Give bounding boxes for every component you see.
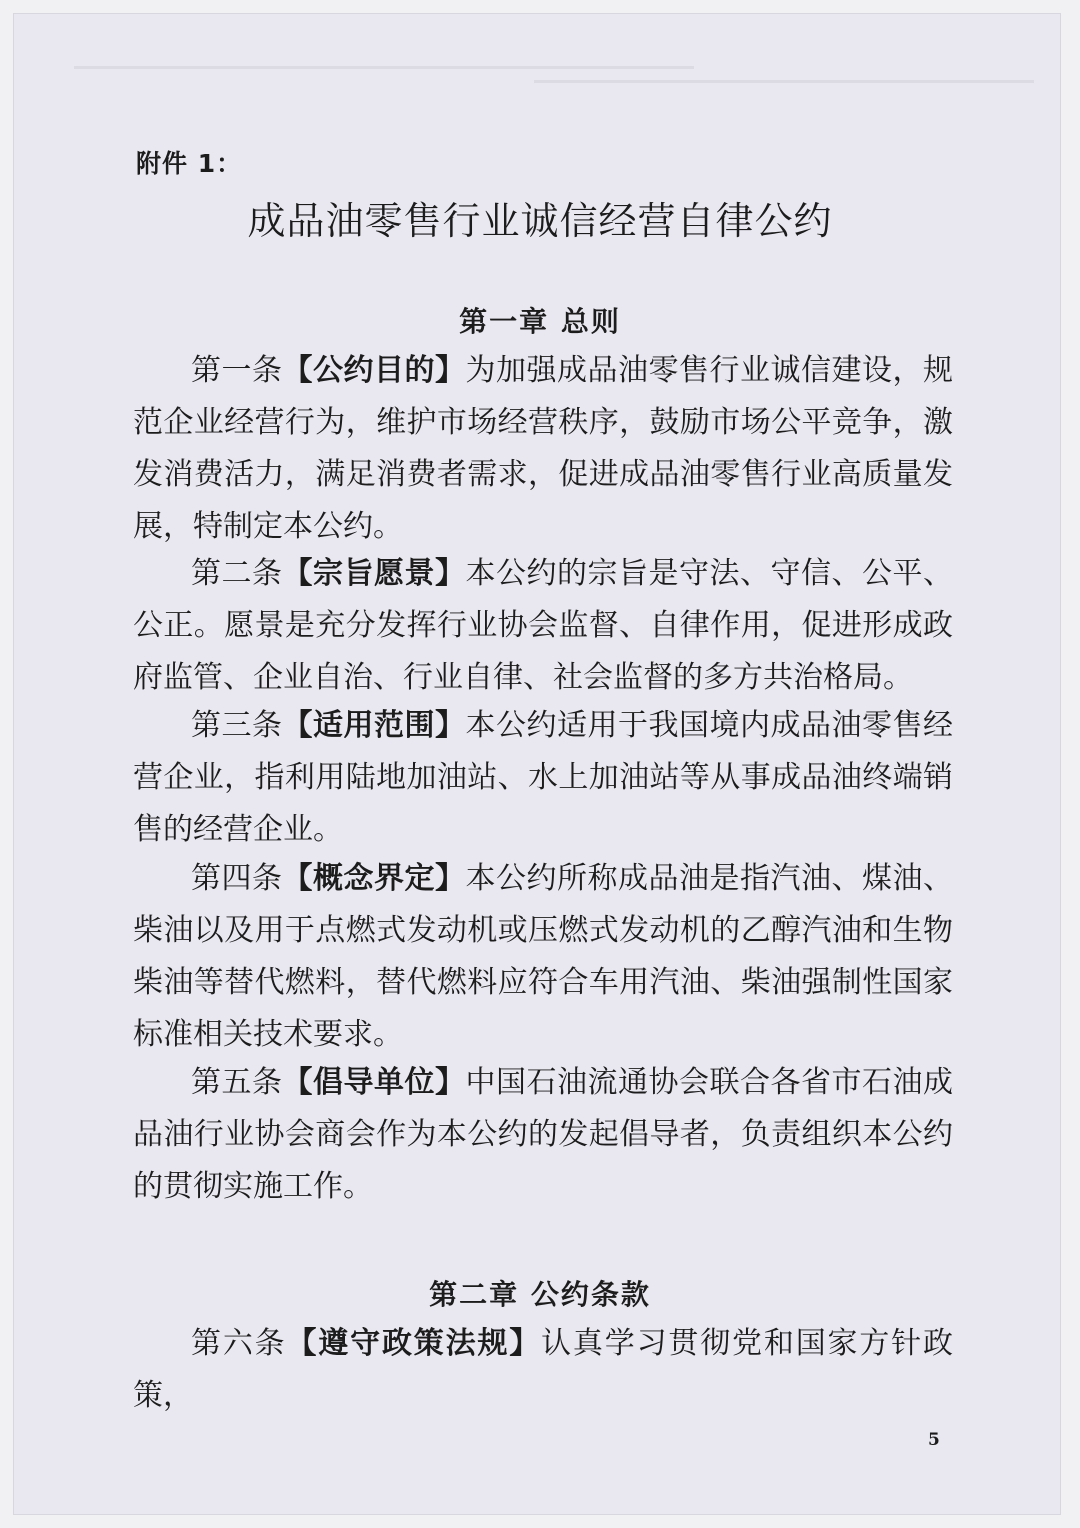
article-number: 第一条 (191, 353, 283, 388)
article-heading: 【倡导单位】 (282, 1065, 466, 1100)
article-number: 第二条 (191, 556, 283, 591)
article-number: 第六条 (191, 1326, 287, 1361)
article-heading: 【宗旨愿景】 (282, 556, 466, 591)
article-3 (133, 700, 953, 856)
article-number: 第五条 (191, 1065, 283, 1100)
article-text: 本公约适用于我国境内成品油零售经营企业，指利用陆地加油站、水上加油站等从事成品油终端销售的经营企业。 (133, 708, 953, 847)
article-5 (133, 1057, 953, 1213)
article-heading: 【概念界定】 (282, 861, 466, 896)
article-heading: 【适用范围】 (282, 708, 466, 743)
scan-artifact (54, 54, 1054, 104)
article-text: 本公约的宗旨是守法、守信、公平、公正。愿景是充分发挥行业协会监督、自律作用，促进形成政府监管、企业自治、行业自律、社会监督的多方共治格局。 (133, 556, 953, 695)
article-2 (133, 548, 953, 704)
chapter-2-title: 第二章 公约条款 (429, 1278, 651, 1311)
article-text: 为加强成品油零售行业诚信建设，规范企业经营行为，维护市场经营秩序，鼓励市场公平竞争，激发消费活力，满足消费者需求，促进成品油零售行业高质量发展，特制定本公约。 (133, 353, 953, 544)
article-text: 认真学习贯彻党和国家方针政策， (133, 1326, 954, 1413)
article-number: 第三条 (191, 708, 283, 743)
document-title: 成品油零售行业诚信经营自律公约 (247, 199, 833, 243)
article-1 (133, 345, 953, 553)
article-heading: 【公约目的】 (282, 353, 466, 388)
article-6 (133, 1318, 953, 1422)
article-text: 本公约所称成品油是指汽油、煤油、柴油以及用于点燃式发动机或压燃式发动机的乙醇汽油和生物柴油等替代燃料，替代燃料应符合车用汽油、柴油强制性国家标准相关技术要求。 (133, 861, 953, 1052)
article-text: 中国石油流通协会联合各省市石油成品油行业协会商会作为本公约的发起倡导者，负责组织本公约的贯彻实施工作。 (133, 1065, 953, 1204)
article-number: 第四条 (191, 861, 283, 896)
chapter-1-title: 第一章 总则 (459, 305, 621, 338)
attachment-label: 附件 1： (136, 149, 243, 178)
article-4 (133, 853, 953, 1061)
article-heading: 【遵守政策法规】 (286, 1326, 542, 1361)
page-number: 5 (928, 1430, 940, 1450)
